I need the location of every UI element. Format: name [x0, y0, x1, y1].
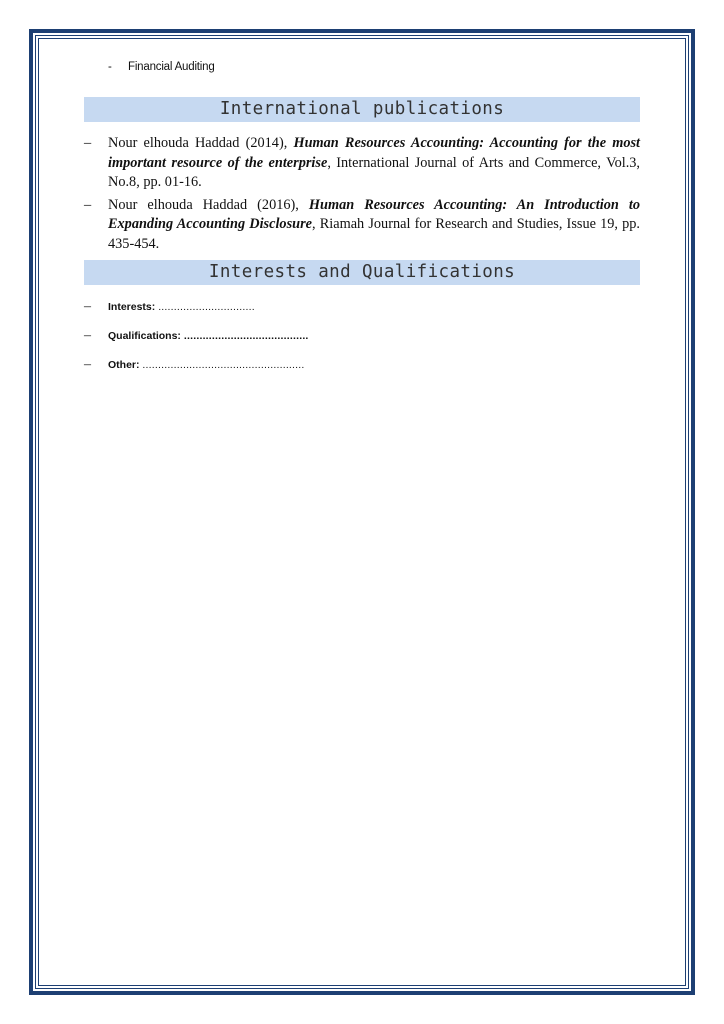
- section-header-interests: Interests and Qualifications: [84, 260, 640, 285]
- publication-details: , International Journal of Arts and Commerce, Vol.3, No.8, pp. 01-16.: [108, 154, 641, 190]
- publications-list: [84, 134, 640, 257]
- list-item-financial-auditing: [108, 61, 215, 73]
- qualifications-item: [84, 330, 640, 342]
- publication-item: [84, 196, 640, 255]
- qualifications-value: ........................................: [183, 330, 309, 342]
- interests-value: ...............................: [158, 301, 255, 313]
- other-value: ....................................................: [142, 359, 305, 371]
- publication-details: , Riamah Journal for Research and Studies, Issue 19, pp. 435-454.: [108, 216, 640, 252]
- other-item: [84, 359, 640, 371]
- bullet-dash: –: [84, 299, 91, 314]
- publication-author: Nour elhouda Haddad (2016),: [108, 196, 299, 213]
- publication-author: Nour elhouda Haddad (2014),: [108, 135, 288, 151]
- bullet-dash: -: [108, 61, 112, 73]
- publication-title: Human Resources Accounting: Accounting for the most important resource of the enterprise: [108, 135, 641, 171]
- bullet-dash: –: [84, 135, 92, 151]
- list-item-label: Financial Auditing: [128, 61, 215, 73]
- interests-label: Interests:: [108, 301, 156, 313]
- bullet-dash: –: [84, 357, 91, 372]
- interests-item: [84, 301, 640, 313]
- publication-item: [84, 134, 640, 193]
- bullet-dash: –: [84, 196, 92, 213]
- section-header-publications: International publications: [84, 97, 640, 122]
- qualifications-label: Qualifications:: [108, 330, 181, 342]
- other-label: Other:: [108, 359, 140, 371]
- bullet-dash: –: [84, 328, 91, 343]
- publication-title: Human Resources Accounting: An Introduction to Expanding Accounting Disclosure: [108, 196, 640, 232]
